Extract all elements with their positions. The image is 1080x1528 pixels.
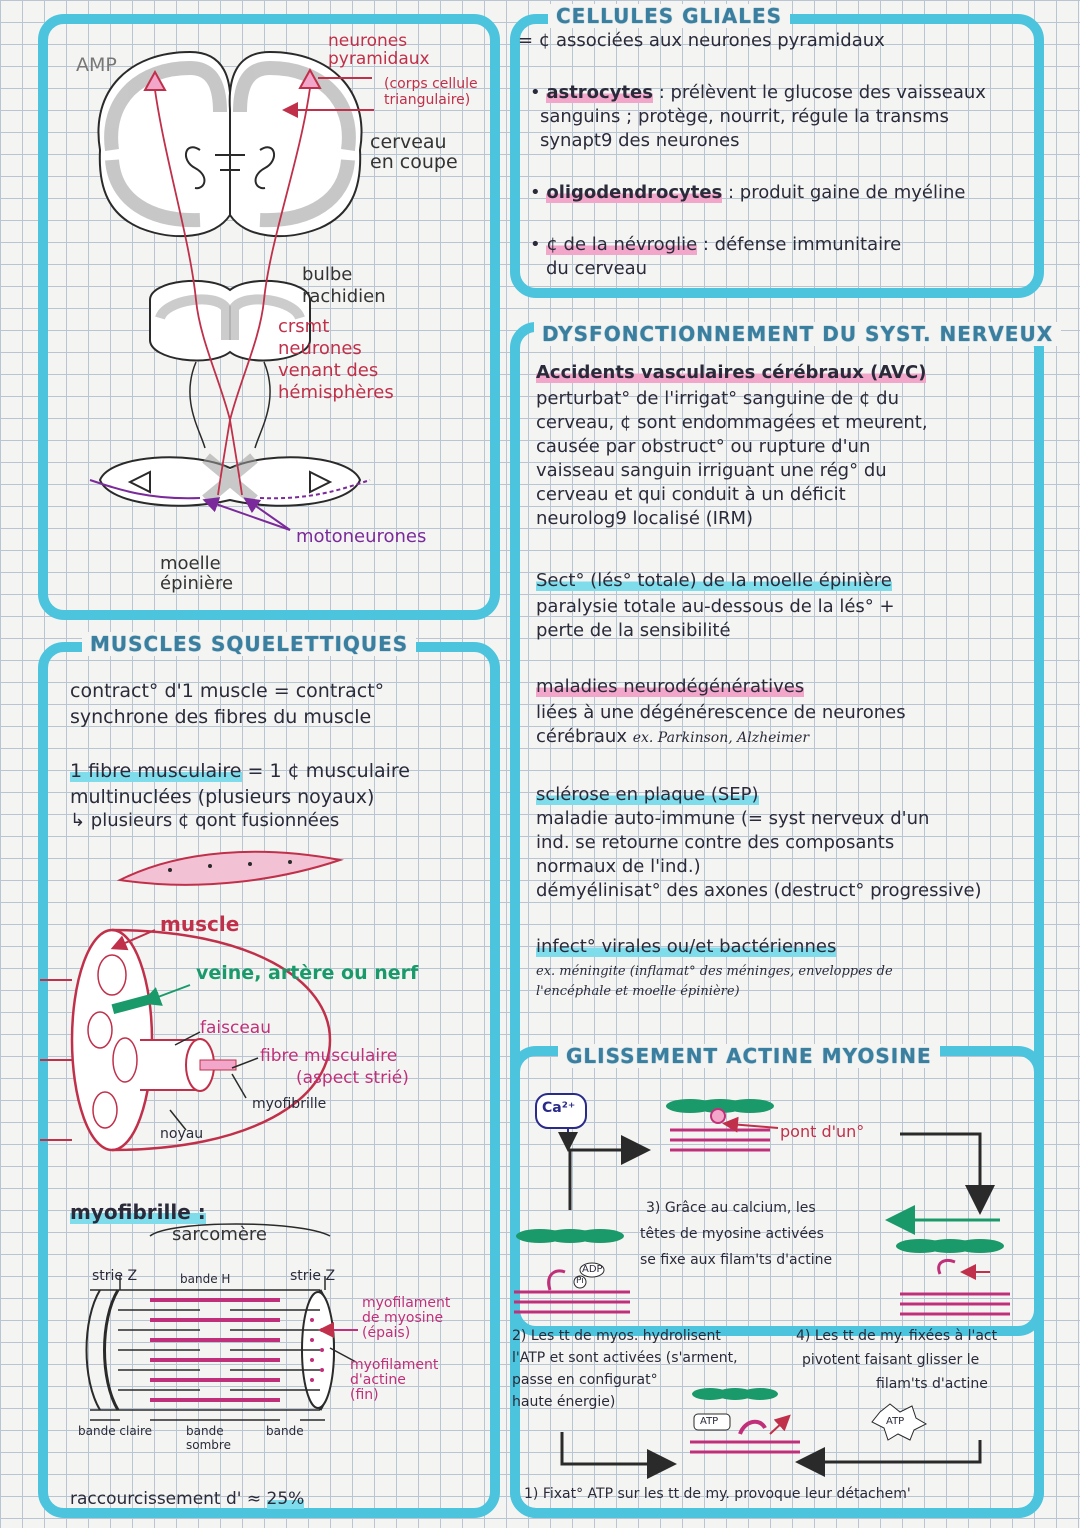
adp-label: ADP: [582, 1264, 603, 1275]
strie-z-left-label: strie Z: [92, 1268, 138, 1284]
fibre-musculaire-heading: 1 fibre musculaire: [70, 760, 242, 782]
muscles-line2: synchrone des fibres du muscle: [70, 706, 372, 728]
section-line-2: perte de la sensibilité: [536, 620, 731, 641]
calcium-label: Ca²⁺: [542, 1100, 576, 1116]
moelle-label: moelle épinière: [160, 553, 234, 594]
bande-sombre-label: bande sombre: [186, 1424, 231, 1452]
fibre-musculaire-label: fibre musculaire: [260, 1046, 398, 1066]
step4-line-3: filam'ts d'actine: [876, 1376, 988, 1392]
neurodegen-line-1: liées à une dégénérescence de neurones: [536, 702, 906, 723]
step2-line-3: passe en configurat°: [512, 1372, 658, 1388]
avc-line-3: causée par obstruct° ou rupture d'un: [536, 436, 871, 457]
step3-line-2: têtes de myosine activées: [640, 1226, 824, 1242]
nevroglie-text: : défense immunitaire: [697, 234, 902, 255]
muscles-plus: ↳ plusieurs ¢ qont fusionnées: [70, 810, 340, 831]
step4-line-2: pivotent faisant glisser le: [802, 1352, 980, 1368]
avc-line-1: perturbat° de l'irrigat° sanguine de ¢ du: [536, 388, 899, 409]
muscles-title: MUSCLES SQUELETTIQUES: [82, 632, 416, 656]
corps-cellule-label: (corps cellule triangulaire): [384, 76, 478, 108]
oligo-text: : produit gaine de myéline: [722, 182, 966, 203]
raccourcissement-label: raccourcissement d' ≈: [70, 1489, 262, 1509]
neurodegen-line-2: cérébraux: [536, 726, 627, 747]
bande-label: bande: [266, 1424, 304, 1438]
bulbe-label: bulbe rachidien: [302, 264, 386, 307]
cerveau-label: cerveau en coupe: [370, 131, 458, 173]
myofilament-actine-label: myofilament d'actine (fin): [350, 1357, 439, 1403]
avc-line-6: neurolog9 localisé (IRM): [536, 508, 754, 529]
crsmt-label: crsmt neurones venant des hémisphères: [278, 316, 394, 403]
raccourcissement-pct: 25%: [266, 1489, 305, 1509]
atp-label-center: ATP: [700, 1416, 719, 1427]
fibre-def: = 1 ¢ musculaire: [241, 760, 410, 782]
amp-label: AMP: [76, 54, 117, 76]
sep-line-4: démyélinisat° des axones (destruct° progressive): [536, 880, 982, 901]
sep-line-2: ind. se retourne contre des composants: [536, 832, 895, 853]
neurones-pyramidaux-label: neurones pyramidaux: [328, 31, 430, 69]
veine-label: veine, artère ou nerf: [196, 962, 419, 984]
astrocytes-text-3: synapt9 des neurones: [540, 130, 740, 151]
sep-heading: sclérose en plaque (SEP): [536, 784, 759, 805]
step4-line-1: 4) Les tt de my. fixées à l'act: [796, 1328, 998, 1344]
noyau-label: noyau: [160, 1126, 204, 1142]
infection-line-1: ex. méningite (inflamat° des méninges, enveloppes de: [536, 964, 893, 979]
bande-h-label: bande H: [180, 1272, 231, 1286]
pi-label: Pi: [576, 1276, 584, 1286]
motoneurones-label: motoneurones: [296, 526, 427, 547]
astrocytes-text-2: sanguins ; protège, nourrit, régule la transms: [540, 106, 949, 127]
faisceau-label: faisceau: [200, 1018, 271, 1038]
step2-line-2: l'ATP et sont activées (s'arment,: [512, 1350, 738, 1366]
nevroglie-text-2: du cerveau: [546, 258, 648, 279]
neurodegen-heading: maladies neurodégénératives: [536, 676, 805, 697]
step3-line-1: 3) Grâce au calcium, les: [646, 1200, 816, 1216]
step3-line-3: se fixe aux filam'ts d'actine: [640, 1252, 833, 1268]
atp-label-right: ATP: [886, 1416, 905, 1427]
muscles-multi: multinuclées (plusieurs noyaux): [70, 786, 375, 808]
infection-line-2: l'encéphale et moelle épinière): [536, 984, 740, 999]
oligo-heading: oligodendrocytes: [546, 182, 723, 203]
step1-line: 1) Fixat° ATP sur les tt de my. provoque leur détachem': [524, 1486, 911, 1502]
glissement-title: GLISSEMENT ACTINE MYOSINE: [558, 1044, 940, 1068]
sep-line-1: maladie auto-immune (= syst nerveux d'un: [536, 808, 930, 829]
strie-z-right-label: strie Z: [290, 1268, 336, 1284]
muscles-line1: contract° d'1 muscle = contract°: [70, 680, 385, 702]
section-line-1: paralysie totale au-dessous de la lés° +: [536, 596, 895, 617]
myofibrille-title: myofibrille :: [70, 1200, 206, 1224]
sarcomere-label: sarcomère: [172, 1224, 268, 1245]
muscle-label: muscle: [160, 912, 240, 936]
section-heading: Sect° (lés° totale) de la moelle épinière: [536, 570, 892, 591]
myofilament-myosine-label: myofilament de myosine (épais): [362, 1295, 451, 1341]
pont-label: pont d'un°: [780, 1122, 865, 1141]
astrocytes-text: : prélèvent le glucose des vaisseaux: [652, 82, 986, 103]
aspect-strie-label: (aspect strié): [296, 1068, 409, 1088]
astrocytes-heading: astrocytes: [546, 82, 653, 103]
sep-line-3: normaux de l'ind.): [536, 856, 701, 877]
dysf-title: DYSFONCTIONNEMENT DU SYST. NERVEUX: [534, 322, 1061, 346]
infection-heading: infect° virales ou/et bactériennes: [536, 936, 837, 957]
step2-line-4: haute énergie): [512, 1394, 616, 1410]
neurodegen-example: ex. Parkinson, Alzheimer: [632, 730, 810, 746]
avc-heading: Accidents vasculaires cérébraux (AVC): [536, 362, 927, 383]
gliales-sub: = ¢ associées aux neurones pyramidaux: [518, 30, 885, 51]
myofibrille-small-label: myofibrille: [252, 1096, 327, 1112]
gliales-title: CELLULES GLIALES: [548, 4, 790, 28]
avc-line-2: cerveau, ¢ sont endommagées et meurent,: [536, 412, 928, 433]
step2-line-1: 2) Les tt de myos. hydrolisent: [512, 1328, 721, 1344]
bande-claire-label: bande claire: [78, 1424, 153, 1438]
avc-line-5: cerveau et qui conduit à un déficit: [536, 484, 846, 505]
nevroglie-heading: ¢ de la névroglie: [546, 234, 698, 255]
avc-line-4: vaisseau sanguin irriguant une rég° du: [536, 460, 887, 481]
